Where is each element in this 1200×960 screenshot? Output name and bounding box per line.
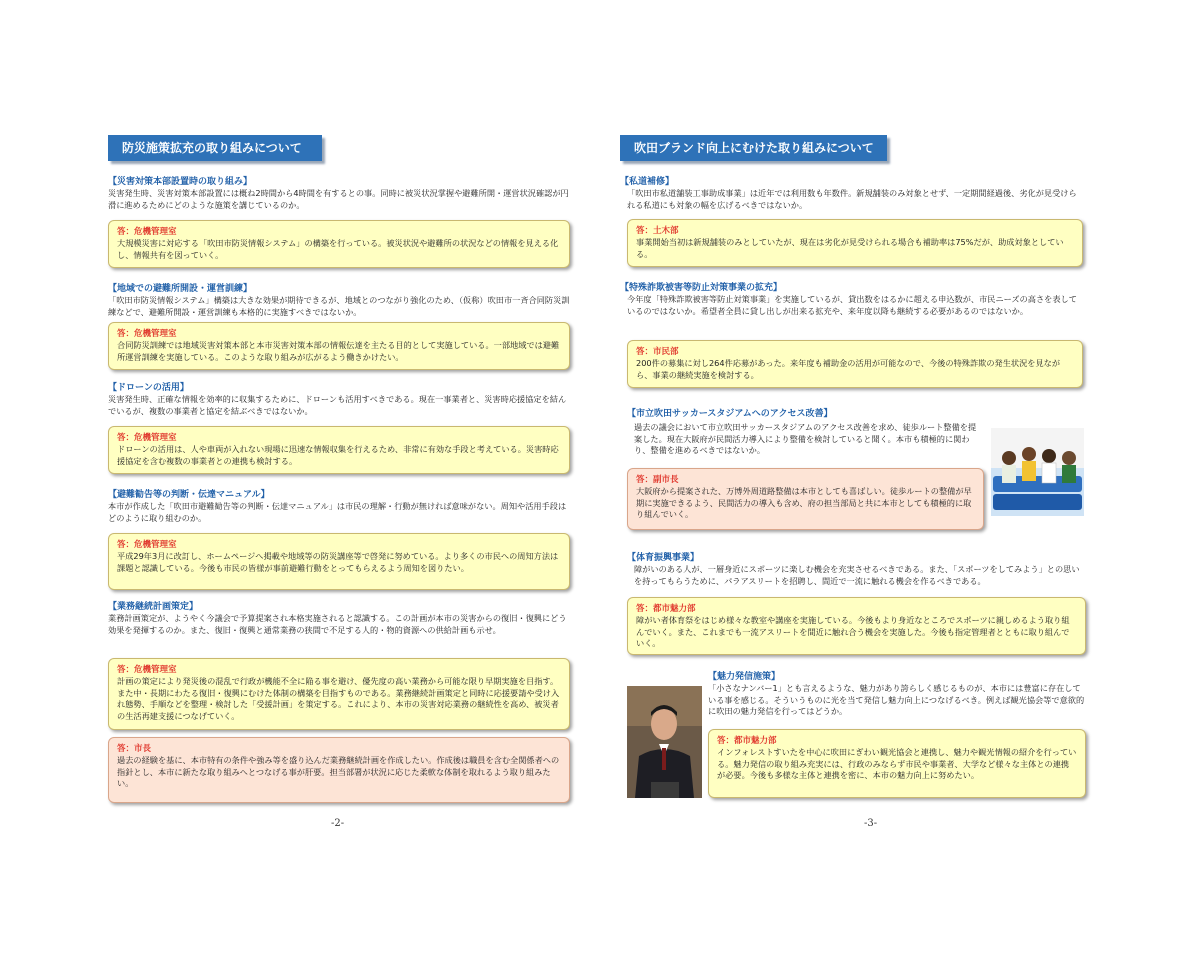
answer-label: 答：副市長 <box>636 475 679 485</box>
answer-label: 答：都市魅力部 <box>636 604 696 614</box>
answer-box <box>108 322 570 370</box>
answer-label: 答：市長 <box>117 744 152 754</box>
answer-text: 合同防災訓練では地域災害対策本部と本市災害対策本部の情報伝達を主たる目的として実施している。一部地域では避難所運営訓練を実施している。このような取り組みが広がるよう働きかけたい。 <box>117 340 560 362</box>
answer-box <box>627 468 984 530</box>
answer-text: 大阪府から提案された、万博外周道路整備は本市としても喜ばしい。徒歩ルートの整備が早期に実施できるよう、民間活力の導入も含め、府の担当部局と共に本市としても積極的に取り組んでいく。 <box>636 486 972 519</box>
answer-box <box>108 426 570 474</box>
answer-text: 大規模災害に対応する「吹田市防災情報システム」の構築を行っている。被災状況や避難所の状況などの情報を見える化し、情報共有を図っていく。 <box>117 238 559 260</box>
answer-label: 答：土木部 <box>636 226 679 236</box>
section-title: 【魅力発信施策】 <box>708 672 781 682</box>
answer-label: 答：都市魅力部 <box>717 736 777 746</box>
page-number: -3- <box>864 818 878 829</box>
section-title: 【市立吹田サッカースタジアムへのアクセス改善】 <box>627 409 833 419</box>
answer-text: ドローンの活用は、人や車両が入れない現場に迅速な情報収集を行えるため、非常に有効な手段と考えている。災害時応援協定を含む複数の事業者との連携も検討する。 <box>117 444 559 466</box>
section-question: 過去の議会において市立吹田サッカースタジアムのアクセス改善を求め、徒歩ルート整備を提案した。現在大阪府が民間活力導入により整備を検討していると聞く。本市も積極的に関わり、整備を進めるべきではないか。 <box>634 422 977 455</box>
section-title: 【業務継続計画策定】 <box>108 602 199 612</box>
answer-box <box>627 340 1083 388</box>
answer-label: 答：市民部 <box>636 347 679 357</box>
answer-box <box>108 220 570 268</box>
section-title: 【避難勧告等の判断・伝達マニュアル】 <box>108 490 270 500</box>
section-question: 障がいのある人が、一層身近にスポーツに楽しむ機会を充実させるべきである。また、「スポーツをしてみよう」との思いを持ってもらうために、パラアスリートを招聘し、間近で一流に触れる機会を作るべきである。 <box>634 564 1080 586</box>
page-number: -2- <box>331 818 345 829</box>
section-title: 【地域での避難所開設・運営訓練】 <box>108 284 253 294</box>
answer-box <box>108 658 570 730</box>
answer-text: 事業開始当初は新規舗装のみとしていたが、現在は劣化が見受けられる場合も補助率は75%だが、助成対象としている。 <box>636 237 1064 259</box>
section-question: 「小さなナンバー1」とも言えるような、魅力があり誇らしく感じるものが、本市には豊富に存在している事を感じる。そういうものに光を当て発信し魅力向上につなげるべき。例えば観光協会等で意欲的に吹田の魅力発信を行ってはどうか。 <box>708 683 1085 716</box>
answer-box <box>708 729 1086 798</box>
answer-text: インフォレストすいたを中心に吹田にぎわい観光協会と連携し、魅力や観光情報の紹介を行っている。魅力発信の取り組み充実には、行政のみならず市民や事業者、大学など様々な主体との連携が必要。今後も多様な主体と連携を密に、本市の魅力向上に努めたい。 <box>717 747 1077 780</box>
section-title: 【ドローンの活用】 <box>108 383 189 393</box>
answer-label: 答：危機管理室 <box>117 665 177 675</box>
answer-text: 平成29年3月に改訂し、ホームページへ掲載や地域等の防災講座等で啓発に努めている。より多くの市民への周知方法は課題と認識している。今後も市民の皆様が事前避難行動をとってもらえるよう周知を図りたい。 <box>117 551 559 573</box>
answer-label: 答：危機管理室 <box>117 227 177 237</box>
answer-box <box>627 597 1086 655</box>
section-title: 【特殊詐欺被害等防止対策事業の拡充】 <box>620 283 783 293</box>
answer-label: 答：危機管理室 <box>117 540 177 550</box>
section-question: 「吹田市防災情報システム」構築は大きな効果が期待できるが、地域とのつながり強化のため、（仮称）吹田市一斉合同防災訓練などで、避難所開設・運営訓練も本格的に実施すべきではないか。 <box>108 295 570 317</box>
section-title: 【災害対策本部設置時の取り組み】 <box>108 177 253 187</box>
left-page-header: 防災施策拡充の取り組みについて <box>108 135 322 161</box>
right-page-header: 吹田ブランド向上にむけた取り組みについて <box>620 135 887 161</box>
answer-text: 障がい者体育祭をはじめ様々な教室や講座を実施している。今後もより身近なところでスポーツに親しめるよう取り組んでいく。また、これまでも一流アスリートを間近に触れ合う機会を実施した。今後も指定管理者とともに取り組んでいく。 <box>636 615 1070 648</box>
section-question: 「吹田市私道舗装工事助成事業」は近年では利用数も年数件。新規舗装のみ対象とせず、一定期間経過後、劣化が見受けられる私道にも対象の幅を広げるべきではないか。 <box>627 188 1077 210</box>
section-question: 災害発生時、正確な情報を効率的に収集するために、ドローンも活用すべきである。現在一事業者と、災害時応援協定を結んでいるが、複数の事業者と協定を結ぶべきではないか。 <box>108 394 567 416</box>
section-title: 【体育振興事業】 <box>627 553 700 563</box>
speaker-photo <box>627 686 702 798</box>
section-question: 今年度「特殊詐欺被害等防止対策事業」を実施しているが、貸出数をはるかに超える申込数が、市民ニーズの高さを表しているのではないか。希望者全員に貸し出しが出来る拡充や、来年度以降も継続する必要があるのではないか。 <box>627 294 1077 316</box>
section-question: 災害発生時、災害対策本部設置には概ね2時間から4時間を有するとの事。同時に被災状況掌握や避難所開・運営状況確認が円滑に進めるためにどのような施策を講じているのか。 <box>108 188 569 210</box>
section-title: 【私道補修】 <box>620 177 675 187</box>
mayor-answer-box <box>108 737 570 803</box>
answer-box <box>108 533 570 590</box>
answer-text: 200件の募集に対し264件応募があった。来年度も補助金の活用が可能なので、今後の特殊詐欺の発生状況を見ながら、事業の継続実施を検討する。 <box>636 358 1061 380</box>
answer-label: 答：危機管理室 <box>117 329 177 339</box>
stadium-illustration <box>991 428 1084 516</box>
answer-text: 過去の経験を基に、本市特有の条件や強み等を盛り込んだ業務継続計画を作成したい。作成後は職員を含む全関係者への指針とし、本市に新たな取り組みへとつなげる事が肝要。担当部署が状況に応じた柔軟な体制を取れるよう取り組みたい。 <box>117 755 560 788</box>
answer-box <box>627 219 1083 267</box>
answer-label: 答：危機管理室 <box>117 433 177 443</box>
answer-text: 計画の策定により発災後の混乱で行政が機能不全に陥る事を避け、優先度の高い業務から可能な限り早期実施を目指す。また中・長期にわたる復旧・復興にむけた体制の構築を目指すものである。業務継続計画策定と同時に応援要請や受け入れ態勢、手順などを整理・検討した「受援計画」を策定する。これにより、本市の災害対応業務の継続性を高め、被災者の生活再建支援につなげていく。 <box>117 676 560 721</box>
section-question: 本市が作成した「吹田市避難勧告等の判断・伝達マニュアル」は市民の理解・行動が無ければ意味がない。周知や活用手段はどのように取り組むのか。 <box>108 501 567 523</box>
section-question: 業務計画策定が、ようやく今議会で予算提案され本格実施されると認識する。この計画が本市の災害からの復旧・復興にどう効果を発揮するのか。また、復旧・復興と通常業務の狭間で不足する人的・物的資源への供給計画も示せ。 <box>108 613 567 635</box>
